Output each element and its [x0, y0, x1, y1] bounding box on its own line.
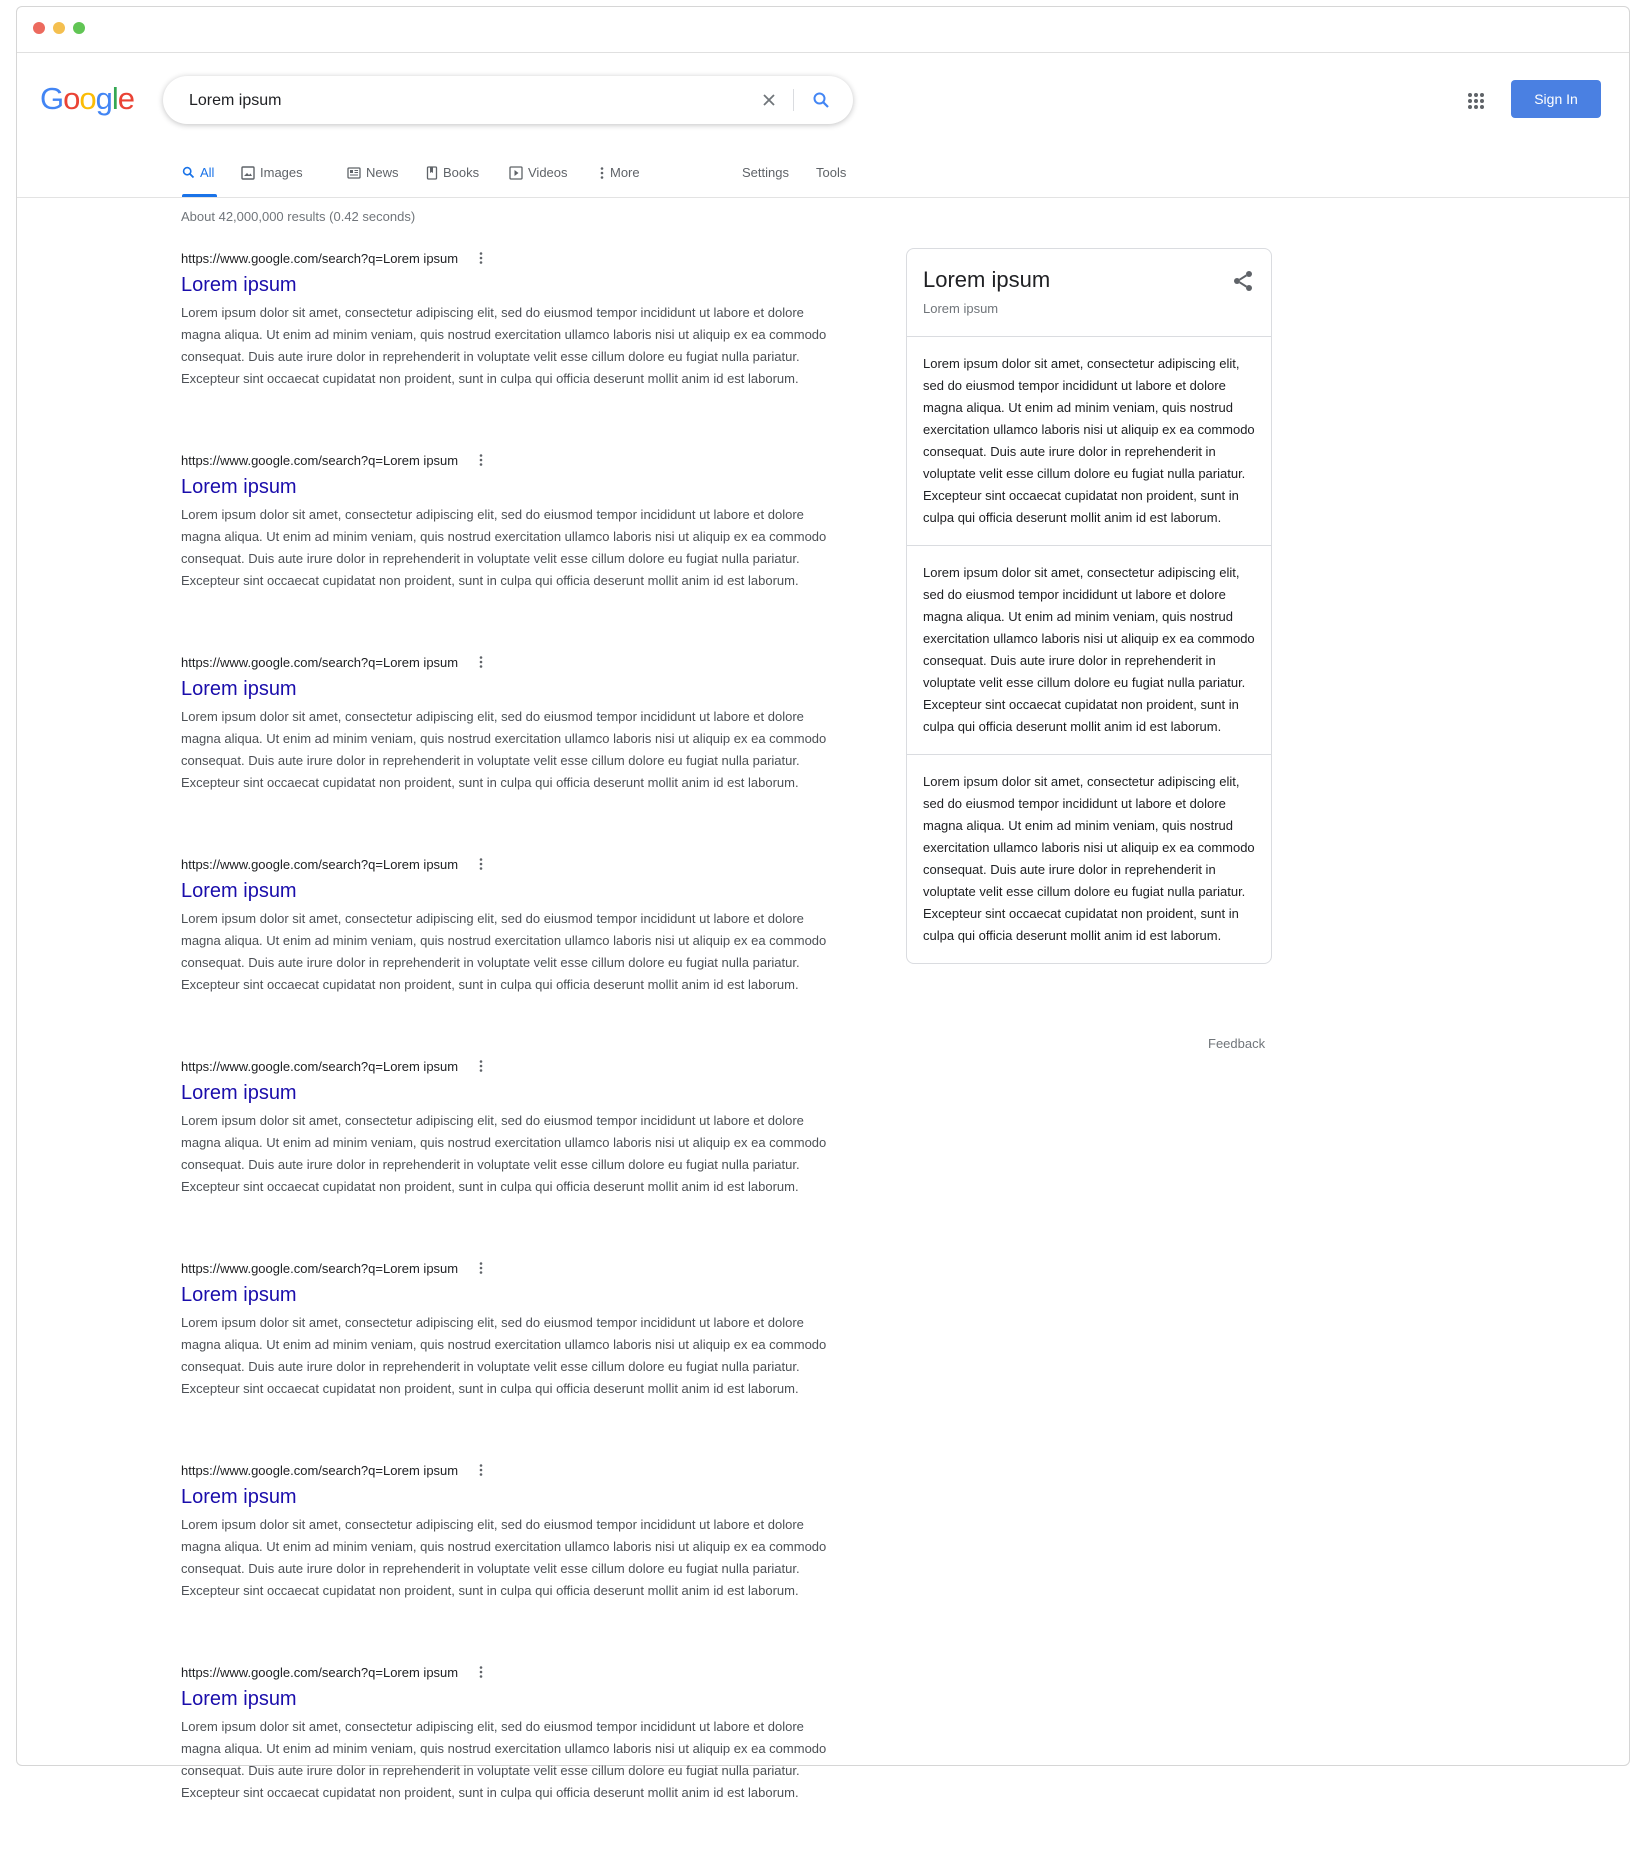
result-more-button[interactable] — [474, 654, 488, 670]
result-more-button[interactable] — [474, 1664, 488, 1680]
search-result — [181, 450, 841, 652]
search-result — [181, 248, 841, 450]
tab-label: Tools — [816, 165, 847, 180]
tab-images[interactable] — [241, 165, 303, 197]
result-snippet: Lorem ipsum dolor sit amet, consectetur adipiscing elit, sed do eiusmod tempor incididunt ut labore et dolore magna aliqua. Ut enim ad minim veniam, quis nostrud exercitation ullamco laboris nisi ut aliquip ex ea commodo consequat. Duis aute irure dolor in reprehenderit in voluptate velit esse cillum dolore eu fugiat nulla pariatur. Excepteur sint occaecat cupidatat non proident, sunt in culpa qui officia deserunt mollit anim id est laborum. — [181, 1315, 827, 1396]
search-tabs — [182, 165, 882, 197]
search-box-divider — [793, 89, 794, 111]
tab-label: Books — [443, 165, 480, 180]
result-title-link[interactable]: Lorem ipsum — [181, 274, 297, 296]
browser-window — [16, 6, 1630, 1800]
tab-label: Images — [260, 165, 303, 180]
knowledge-panel-title: Lorem ipsum — [923, 267, 1051, 292]
result-more-button[interactable] — [474, 1058, 488, 1074]
more-vert-icon — [479, 1261, 483, 1275]
result-url[interactable]: https://www.google.com/search?q=Lorem ipsum — [181, 1260, 459, 1276]
search-result — [181, 1662, 841, 1864]
tab-settings[interactable] — [742, 165, 789, 197]
tab-books[interactable] — [426, 165, 479, 197]
result-snippet: Lorem ipsum dolor sit amet, consectetur adipiscing elit, sed do eiusmod tempor incididunt ut labore et dolore magna aliqua. Ut enim ad minim veniam, quis nostrud exercitation ullamco laboris nisi ut aliquip ex ea commodo consequat. Duis aute irure dolor in reprehenderit in voluptate velit esse cillum dolore eu fugiat nulla pariatur. Excepteur sint occaecat cupidatat non proident, sunt in culpa qui officia deserunt mollit anim id est laborum. — [181, 1517, 827, 1598]
result-more-button[interactable] — [474, 250, 488, 266]
apps-grid-icon[interactable] — [1467, 92, 1485, 110]
more-vert-icon — [479, 655, 483, 669]
video-icon — [509, 166, 523, 180]
news-icon — [347, 166, 361, 180]
result-snippet: Lorem ipsum dolor sit amet, consectetur adipiscing elit, sed do eiusmod tempor incididunt ut labore et dolore magna aliqua. Ut enim ad minim veniam, quis nostrud exercitation ullamco laboris nisi ut aliquip ex ea commodo consequat. Duis aute irure dolor in reprehenderit in voluptate velit esse cillum dolore eu fugiat nulla pariatur. Excepteur sint occaecat cupidatat non proident, sunt in culpa qui officia deserunt mollit anim id est laborum. — [181, 305, 827, 386]
more-vert-icon — [479, 1665, 483, 1679]
logo-letter: g — [95, 81, 112, 116]
share-icon[interactable] — [1231, 269, 1255, 293]
search-input[interactable] — [187, 76, 731, 126]
search-result — [181, 1056, 841, 1258]
logo-letter: G — [40, 81, 64, 116]
search-box — [163, 76, 853, 124]
result-snippet: Lorem ipsum dolor sit amet, consectetur adipiscing elit, sed do eiusmod tempor incididunt ut labore et dolore magna aliqua. Ut enim ad minim veniam, quis nostrud exercitation ullamco laboris nisi ut aliquip ex ea commodo consequat. Duis aute irure dolor in reprehenderit in voluptate velit esse cillum dolore eu fugiat nulla pariatur. Excepteur sint occaecat cupidatat non proident, sunt in culpa qui officia deserunt mollit anim id est laborum. — [181, 1113, 827, 1194]
result-title-link[interactable]: Lorem ipsum — [181, 1284, 297, 1306]
result-url[interactable]: https://www.google.com/search?q=Lorem ipsum — [181, 1664, 459, 1680]
search-submit-button[interactable] — [809, 88, 833, 112]
result-title-link[interactable]: Lorem ipsum — [181, 678, 297, 700]
result-more-button[interactable] — [474, 452, 488, 468]
sign-in-button[interactable]: Sign In — [1511, 80, 1601, 118]
knowledge-panel — [906, 248, 1272, 964]
knowledge-panel-section: Lorem ipsum dolor sit amet, consectetur adipiscing elit, sed do eiusmod tempor incididunt ut labore et dolore magna aliqua. Ut enim ad minim veniam, quis nostrud exercitation ullamco laboris nisi ut aliquip ex ea commodo consequat. Duis aute irure dolor in reprehenderit in voluptate velit esse cillum dolore eu fugiat nulla pariatur. Excepteur sint occaecat cupidatat non proident, sunt in culpa qui officia deserunt mollit anim id est laborum. — [907, 337, 1271, 546]
result-more-button[interactable] — [474, 1260, 488, 1276]
result-more-button[interactable] — [474, 856, 488, 872]
close-window-button[interactable] — [33, 22, 45, 34]
result-url[interactable]: https://www.google.com/search?q=Lorem ipsum — [181, 250, 459, 266]
knowledge-panel-header — [907, 249, 1271, 337]
maximize-window-button[interactable] — [73, 22, 85, 34]
more-vert-icon — [479, 857, 483, 871]
google-logo[interactable] — [40, 83, 134, 114]
search-header — [17, 53, 1629, 198]
close-icon — [761, 92, 777, 108]
tab-all[interactable] — [182, 165, 217, 197]
result-title-link[interactable]: Lorem ipsum — [181, 1082, 297, 1104]
result-snippet: Lorem ipsum dolor sit amet, consectetur adipiscing elit, sed do eiusmod tempor incididunt ut labore et dolore magna aliqua. Ut enim ad minim veniam, quis nostrud exercitation ullamco laboris nisi ut aliquip ex ea commodo consequat. Duis aute irure dolor in reprehenderit in voluptate velit esse cillum dolore eu fugiat nulla pariatur. Excepteur sint occaecat cupidatat non proident, sunt in culpa qui officia deserunt mollit anim id est laborum. — [181, 1719, 827, 1800]
result-stats: About 42,000,000 results (0.42 seconds) — [181, 209, 416, 224]
result-snippet: Lorem ipsum dolor sit amet, consectetur adipiscing elit, sed do eiusmod tempor incididunt ut labore et dolore magna aliqua. Ut enim ad minim veniam, quis nostrud exercitation ullamco laboris nisi ut aliquip ex ea commodo consequat. Duis aute irure dolor in reprehenderit in voluptate velit esse cillum dolore eu fugiat nulla pariatur. Excepteur sint occaecat cupidatat non proident, sunt in culpa qui officia deserunt mollit anim id est laborum. — [181, 507, 827, 588]
search-results — [181, 248, 841, 1864]
tab-label: More — [610, 165, 640, 180]
logo-letter: o — [63, 81, 80, 116]
more-vert-icon — [479, 251, 483, 265]
minimize-window-button[interactable] — [53, 22, 65, 34]
tab-label: Videos — [528, 165, 568, 180]
result-more-button[interactable] — [474, 1462, 488, 1478]
search-result — [181, 854, 841, 1056]
tab-news[interactable] — [347, 165, 399, 197]
more-vert-icon — [479, 453, 483, 467]
search-result — [181, 652, 841, 854]
result-url[interactable]: https://www.google.com/search?q=Lorem ipsum — [181, 856, 459, 872]
result-url[interactable]: https://www.google.com/search?q=Lorem ipsum — [181, 1462, 459, 1478]
logo-letter: e — [117, 81, 135, 116]
more-vert-icon — [599, 166, 605, 180]
knowledge-panel-section: Lorem ipsum dolor sit amet, consectetur adipiscing elit, sed do eiusmod tempor incididunt ut labore et dolore magna aliqua. Ut enim ad minim veniam, quis nostrud exercitation ullamco laboris nisi ut aliquip ex ea commodo consequat. Duis aute irure dolor in reprehenderit in voluptate velit esse cillum dolore eu fugiat nulla pariatur. Excepteur sint occaecat cupidatat non proident, sunt in culpa qui officia deserunt mollit anim id est laborum. — [923, 774, 1255, 943]
clear-search-button[interactable] — [757, 88, 781, 112]
result-snippet: Lorem ipsum dolor sit amet, consectetur adipiscing elit, sed do eiusmod tempor incididunt ut labore et dolore magna aliqua. Ut enim ad minim veniam, quis nostrud exercitation ullamco laboris nisi ut aliquip ex ea commodo consequat. Duis aute irure dolor in reprehenderit in voluptate velit esse cillum dolore eu fugiat nulla pariatur. Excepteur sint occaecat cupidatat non proident, sunt in culpa qui officia deserunt mollit anim id est laborum. — [181, 911, 827, 992]
result-title-link[interactable]: Lorem ipsum — [181, 476, 297, 498]
feedback-link[interactable]: Feedback — [1208, 1036, 1266, 1051]
more-vert-icon — [479, 1059, 483, 1073]
tab-more[interactable] — [599, 165, 640, 197]
more-vert-icon — [479, 1463, 483, 1477]
result-title-link[interactable]: Lorem ipsum — [181, 880, 297, 902]
tab-label: News — [366, 165, 399, 180]
search-icon — [812, 91, 830, 109]
search-result — [181, 1258, 841, 1460]
tab-label: All — [200, 165, 215, 180]
search-icon — [182, 166, 195, 179]
knowledge-panel-subtitle: Lorem ipsum — [923, 301, 999, 316]
result-title-link[interactable]: Lorem ipsum — [181, 1486, 297, 1508]
knowledge-panel-section: Lorem ipsum dolor sit amet, consectetur adipiscing elit, sed do eiusmod tempor incididunt ut labore et dolore magna aliqua. Ut enim ad minim veniam, quis nostrud exercitation ullamco laboris nisi ut aliquip ex ea commodo consequat. Duis aute irure dolor in reprehenderit in voluptate velit esse cillum dolore eu fugiat nulla pariatur. Excepteur sint occaecat cupidatat non proident, sunt in culpa qui officia deserunt mollit anim id est laborum. — [907, 546, 1271, 755]
tab-label: Settings — [742, 165, 789, 180]
book-icon — [426, 166, 438, 180]
result-url[interactable]: https://www.google.com/search?q=Lorem ipsum — [181, 1058, 459, 1074]
window-titlebar — [17, 7, 1629, 53]
result-title-link[interactable]: Lorem ipsum — [181, 1688, 297, 1710]
logo-letter: o — [79, 81, 96, 116]
search-result — [181, 1460, 841, 1662]
logo-letter: l — [111, 81, 118, 116]
tab-videos[interactable] — [509, 165, 568, 197]
tab-tools[interactable] — [816, 165, 846, 197]
result-url[interactable]: https://www.google.com/search?q=Lorem ipsum — [181, 452, 459, 468]
result-snippet: Lorem ipsum dolor sit amet, consectetur adipiscing elit, sed do eiusmod tempor incididunt ut labore et dolore magna aliqua. Ut enim ad minim veniam, quis nostrud exercitation ullamco laboris nisi ut aliquip ex ea commodo consequat. Duis aute irure dolor in reprehenderit in voluptate velit esse cillum dolore eu fugiat nulla pariatur. Excepteur sint occaecat cupidatat non proident, sunt in culpa qui officia deserunt mollit anim id est laborum. — [181, 709, 827, 790]
image-icon — [241, 166, 255, 180]
result-url[interactable]: https://www.google.com/search?q=Lorem ipsum — [181, 654, 459, 670]
